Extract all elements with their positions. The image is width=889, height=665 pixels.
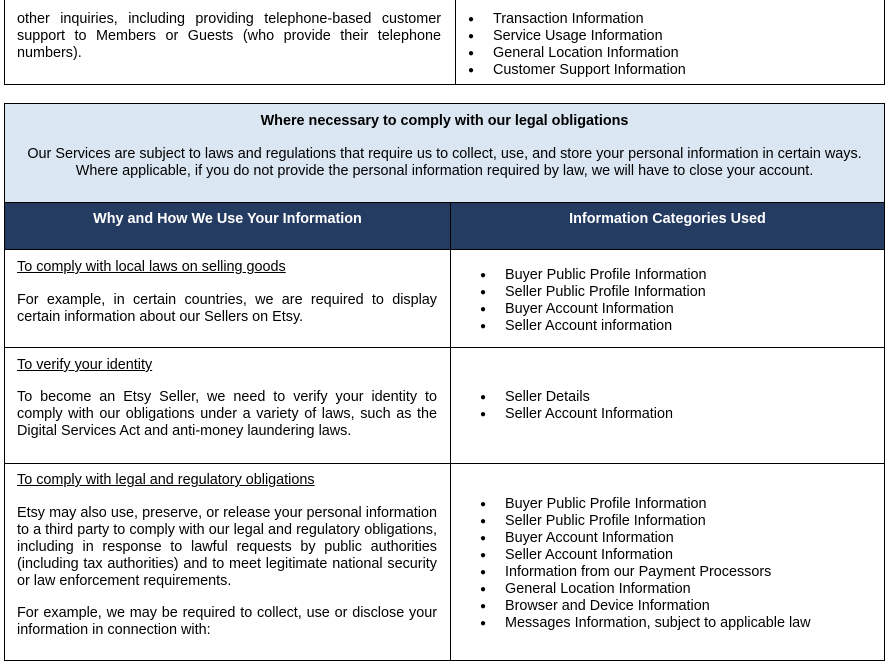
list-item: ● Information from our Payment Processors (480, 564, 811, 581)
section-banner (4, 103, 885, 203)
top-table-right-cell (455, 0, 885, 85)
top-table-left-cell (4, 0, 456, 85)
section-title: Where necessary to comply with our legal obligations (260, 113, 629, 129)
row-paragraph: To become an Etsy Seller, we need to verify your identity to comply with our obligations under a variety of laws, such as the Digital Services Act and anti-money laundering laws. (17, 389, 437, 439)
list-item: ● Seller Public Profile Information (480, 513, 811, 530)
column-header-categories: Information Categories Used (450, 202, 885, 250)
list-item: ● Service Usage Information (468, 28, 686, 45)
row-1-list (480, 267, 707, 335)
list-item: ● Seller Account Information (480, 406, 673, 423)
list-item: ● Seller Public Profile Information (480, 284, 707, 301)
list-item: ● General Location Information (468, 45, 686, 62)
list-item: ● Seller Details (480, 389, 673, 406)
list-item: ● Buyer Account Information (480, 301, 707, 318)
table-row-1-left (4, 249, 451, 348)
list-item: ● Messages Information, subject to applicable law (480, 615, 811, 632)
list-item: ● Buyer Public Profile Information (480, 496, 811, 513)
list-item: ● General Location Information (480, 581, 811, 598)
list-item: ● Browser and Device Information (480, 598, 811, 615)
row-paragraph: For example, we may be required to collect, use or disclose your information in connection with: (17, 605, 437, 638)
list-item: ● Seller Account Information (480, 547, 811, 564)
row-2-list (480, 389, 673, 423)
table-row-3-right (450, 463, 885, 661)
row-3-list (480, 496, 811, 632)
row-heading: To comply with local laws on selling goods (17, 259, 286, 275)
row-heading: To verify your identity (17, 357, 153, 373)
row-heading: To comply with legal and regulatory obligations (17, 472, 315, 488)
section-intro: Our Services are subject to laws and regulations that require us to collect, use, and store your personal information in certain ways. Where applicable, if you do not provide the personal information required by law, we will have to close your account. (27, 146, 862, 179)
table-row-2-left (4, 347, 451, 464)
top-right-list (468, 11, 686, 79)
top-left-text: other inquiries, including providing telephone-based customer support to Members or Guests (who provide their telephone numbers). (17, 11, 441, 61)
list-item: ● Transaction Information (468, 11, 686, 28)
list-item: ● Buyer Account Information (480, 530, 811, 547)
row-paragraph: For example, in certain countries, we are required to display certain information about our Sellers on Etsy. (17, 292, 437, 325)
table-row-3-left (4, 463, 451, 661)
list-item: ● Buyer Public Profile Information (480, 267, 707, 284)
list-item: ● Seller Account information (480, 318, 707, 335)
table-row-2-right (450, 347, 885, 464)
table-row-1-right (450, 249, 885, 348)
row-paragraph: Etsy may also use, preserve, or release your personal information to a third party to comply with our legal and regulatory obligations, including in response to lawful requests by public authorities (including tax authorities) and to meet legitimate national security or law enforcement requirements. (17, 505, 437, 589)
column-header-why: Why and How We Use Your Information (4, 202, 451, 250)
list-item: ● Customer Support Information (468, 62, 686, 79)
